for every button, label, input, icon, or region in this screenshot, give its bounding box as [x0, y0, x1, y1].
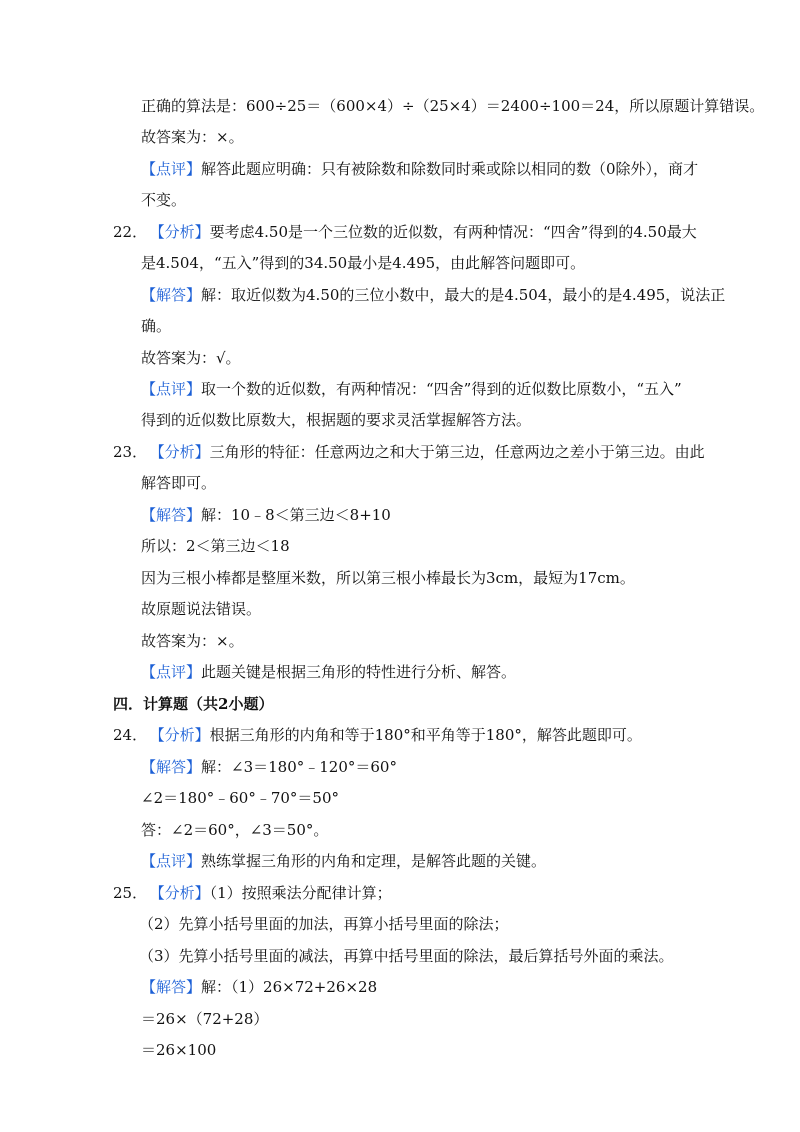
analysis-tag: 【分析】: [157, 726, 210, 744]
text-line: 故原题说法错误。: [141, 600, 262, 618]
answer-tag: 【解答】: [141, 506, 202, 524]
section-heading: 四．计算题（共2小题）: [113, 695, 274, 713]
question-number: 24．: [113, 726, 148, 744]
answer-tag: 【解答】: [141, 758, 202, 776]
comment-tag: 【点评】: [141, 160, 202, 178]
text-line: 因为三根小棒都是整厘米数，所以第三根小棒最长为3cm，最短为17cm。: [141, 569, 635, 587]
question-23: 23． 【分析】三角形的特征：任意两边之和大于第三边，任意两边之差小于第三边。由此: [113, 443, 705, 461]
analysis-tag: 【分析】: [157, 223, 210, 241]
comment-tag: 【点评】: [141, 852, 202, 870]
text-line: 不变。: [141, 191, 187, 209]
text-line: 确。: [141, 317, 172, 335]
text-line: 解答即可。: [141, 474, 217, 492]
text-line: 所以：2＜第三边＜18: [141, 537, 290, 555]
text-line: ＝26×（72+28）: [141, 1010, 269, 1028]
text-line: ＝26×100: [141, 1041, 217, 1059]
text-line: ∠2＝180°﹣60°﹣70°＝50°: [141, 789, 340, 807]
analysis-tag: 【分析】: [157, 443, 210, 461]
text-line: 【解答】解：取近似数为4.50的三位小数中，最大的是4.504，最小的是4.495，说法正: [141, 286, 726, 304]
question-number: 23．: [113, 443, 148, 461]
text-line: 是4.504，“五入”得到的34.50最小是4.495，由此解答问题即可。: [141, 254, 586, 272]
question-25: 25． 【分析】（1）按照乘法分配律计算；: [113, 884, 392, 902]
text-line: 答：∠2＝60°，∠3＝50°。: [141, 821, 329, 839]
text-line: （2）先算小括号里面的加法，再算小括号里面的除法；: [139, 915, 509, 933]
text-line: 【解答】解：10﹣8＜第三边＜8+10: [141, 506, 391, 524]
text-line: 故答案为：×。: [141, 632, 244, 650]
answer-tag: 【解答】: [141, 286, 202, 304]
text-line: 【点评】取一个数的近似数，有两种情况：“四舍”得到的近似数比原数小，“五入”: [141, 380, 682, 398]
question-number: 25．: [113, 884, 148, 902]
comment-tag: 【点评】: [141, 663, 202, 681]
text-line: 故答案为：×。: [141, 128, 244, 146]
question-24: 24． 【分析】根据三角形的内角和等于180°和平角等于180°，解答此题即可。: [113, 726, 642, 744]
text-line: 【解答】解：（1）26×72+26×28: [141, 978, 378, 996]
text-line: 【点评】此题关键是根据三角形的特性进行分析、解答。: [141, 663, 517, 681]
answer-tag: 【解答】: [141, 978, 202, 996]
text-line: 【解答】解：∠3＝180°﹣120°＝60°: [141, 758, 397, 776]
comment-tag: 【点评】: [141, 380, 202, 398]
question-22: 22． 【分析】要考虑4.50是一个三位数的近似数，有两种情况：“四舍”得到的4.50最大: [113, 223, 697, 241]
text-line: 【点评】解答此题应明确：只有被除数和除数同时乘或除以相同的数（0除外），商才: [141, 160, 699, 178]
text-line: 得到的近似数比原数大，根据题的要求灵活掌握解答方法。: [141, 411, 532, 429]
analysis-tag: 【分析】: [157, 884, 210, 902]
text-line: 【点评】熟练掌握三角形的内角和定理，是解答此题的关键。: [141, 852, 547, 870]
question-number: 22．: [113, 223, 148, 241]
text-line: 故答案为：√。: [141, 349, 241, 367]
text-line: 正确的算法是：600÷25＝（600×4）÷（25×4）＝2400÷100＝24，所以原题计算错误。: [141, 97, 765, 115]
text-line: （3）先算小括号里面的减法，再算中括号里面的除法，最后算括号外面的乘法。: [139, 947, 674, 965]
